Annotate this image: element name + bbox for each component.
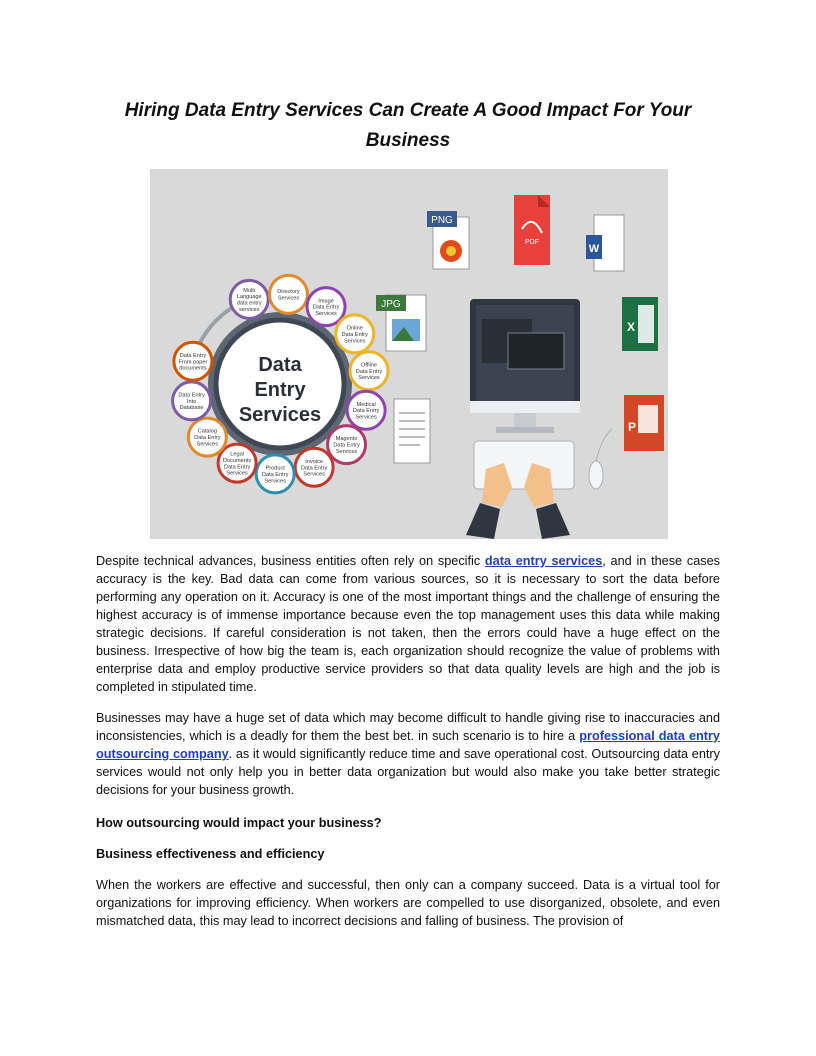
word-file-icon — [586, 215, 624, 271]
powerpoint-file-icon — [624, 395, 664, 451]
service-bubble-label: Data Entry — [261, 471, 289, 478]
service-bubble-label: documents — [179, 365, 207, 372]
computer-illustration — [466, 299, 612, 539]
excel-file-icon — [622, 297, 658, 351]
service-bubble-label: Magento — [335, 436, 358, 443]
monitor-chin — [470, 401, 580, 413]
center-label-3: Services — [238, 404, 322, 426]
service-bubble-label: Data Entry — [355, 368, 383, 375]
hero-svg — [150, 169, 668, 539]
service-bubble — [269, 275, 307, 313]
service-bubble-label: Services — [303, 471, 325, 478]
paragraph-3: When the workers are effective and successful, then only can a company succeed. Data is a virtual tool for organizations for improving efficiency. When workers are compelled to use disorganized, obsolete, and even mismatched data, this may lead to incorrect decisions and falling of business. The provision of — [96, 878, 720, 928]
service-bubble-label: Services — [358, 375, 380, 382]
paragraph-1-after: , and in these cases accuracy is the key. Bad data can come from various sources, so it is necessary to sort the data before performing any operation on it. Accuracy is one of the most important things and the challenge of ensuring the highest accuracy is of immense importance because even the top management uses this data while making strategic decisions. If careful consideration is not taken, then the errors could have a huge effect on the business. Irrespective of how big the team is, each organization should recognize the value of problems with enterprise data and employ productive service providers so that data quality levels are high and the job is completed in stipulated time. — [96, 554, 720, 694]
section-heading-effectiveness: Business effectiveness and efficiency — [96, 847, 325, 861]
service-bubble-label: Invoice — [305, 458, 324, 465]
data-entry-services-link[interactable]: data entry services — [484, 554, 603, 568]
service-bubble-label: Data Entry — [179, 352, 207, 359]
word-label: W — [588, 243, 600, 255]
service-bubble — [188, 418, 226, 456]
jpg-label: JPG — [381, 299, 401, 310]
ppt-label: P — [627, 420, 637, 434]
service-bubble — [328, 426, 366, 464]
right-sleeve — [536, 503, 570, 539]
service-bubble — [350, 352, 388, 390]
left-sleeve — [466, 503, 500, 539]
service-bubble-label: Data Entry — [341, 331, 368, 338]
excel-grid — [638, 305, 654, 343]
service-bubble — [173, 382, 211, 420]
service-bubble-label: Legal — [230, 451, 244, 458]
pdf-file-icon — [514, 195, 550, 265]
service-bubble-label: Product — [265, 465, 285, 472]
service-bubble-label: Services — [344, 338, 366, 345]
outsourcing-company-link[interactable]: professional data entry outsourcing company — [96, 729, 720, 761]
service-bubble-label: Data Entry — [223, 464, 251, 471]
document-title: Hiring Data Entry Services Can Create A Good Impact For Your Business — [124, 100, 692, 151]
center-label-1: Data — [258, 354, 302, 376]
service-bubble-label: Directory — [277, 289, 300, 296]
service-bubble-label: Offline — [360, 362, 378, 369]
service-bubble-label: Data Entry — [333, 442, 360, 449]
paragraph-1 — [96, 552, 720, 696]
service-bubble — [347, 391, 385, 429]
monitor-stand — [514, 413, 536, 429]
service-bubble-label: Data Entry — [178, 392, 205, 399]
service-bubble-label: Medical — [356, 401, 376, 408]
service-bubble — [230, 280, 268, 318]
service-bubble-label: data entry — [236, 300, 262, 307]
service-bubble-label: Services — [264, 478, 286, 485]
service-bubble-label: Database — [179, 405, 204, 412]
service-bubble-label: From paper — [178, 359, 208, 366]
png-file-icon — [427, 211, 469, 269]
service-bubble-label: Data Entry — [352, 408, 380, 415]
service-bubble-label: Services — [277, 295, 300, 302]
service-bubble — [336, 315, 374, 353]
code-window-2 — [508, 333, 564, 369]
service-bubble-label: services — [238, 307, 260, 314]
png-label: PNG — [431, 215, 453, 226]
mouse-cable — [596, 429, 612, 461]
service-bubble-label: Services — [335, 448, 358, 455]
service-bubble-label: Data Entry — [312, 304, 340, 311]
document-page-icon — [394, 399, 430, 463]
service-bubble-label: Services — [355, 414, 377, 421]
paragraph-2 — [96, 709, 720, 799]
services-mindmap — [173, 275, 388, 492]
service-bubble-label: Language — [236, 294, 262, 301]
service-bubble-label: Into — [186, 398, 197, 405]
service-bubble-label: Data Entry — [300, 465, 328, 472]
service-bubble-label: Data Entry — [194, 435, 221, 442]
excel-label: X — [626, 320, 636, 334]
service-bubble — [174, 342, 212, 380]
text-document-icon — [394, 399, 430, 463]
service-bubble-label: Online — [346, 325, 363, 332]
service-bubble-label: Image — [318, 298, 334, 305]
service-bubble — [256, 455, 294, 493]
flower-center — [446, 246, 456, 256]
pdf-label: PDF — [525, 239, 539, 246]
service-bubble-label: Multi — [243, 287, 256, 294]
center-label-2: Entry — [254, 379, 306, 401]
ppt-slide — [638, 405, 658, 433]
service-bubble-label: Services — [226, 470, 248, 477]
monitor-base — [496, 427, 554, 433]
mouse-icon — [589, 461, 603, 489]
paragraph-2-before: Businesses may have a huge set of data which may become difficult to handle giving rise to inaccuracies and inconsistencies, which is a deadly for them the best bet. in such scenario is to hire a — [96, 711, 720, 743]
hero-illustration — [150, 169, 668, 539]
service-bubble-label: Catalog — [197, 428, 217, 435]
jpg-file-icon — [376, 295, 426, 351]
paragraph-2-after: . as it would significantly reduce time and save operational cost. Outsourcing data entry services would not only help you in better data organization but would also make you take better strategic decisions for your business growth. — [96, 747, 720, 797]
service-bubble-label: Services — [196, 441, 219, 448]
service-bubble — [307, 288, 345, 326]
service-bubble-label: Documents — [222, 457, 252, 464]
service-bubble-label: Services — [315, 311, 337, 318]
service-bubble — [218, 444, 256, 482]
section-heading-impact: How outsourcing would impact your business? — [96, 816, 382, 830]
service-bubble — [295, 448, 333, 486]
paragraph-1-before: Despite technical advances, business entities often rely on specific — [96, 554, 485, 568]
